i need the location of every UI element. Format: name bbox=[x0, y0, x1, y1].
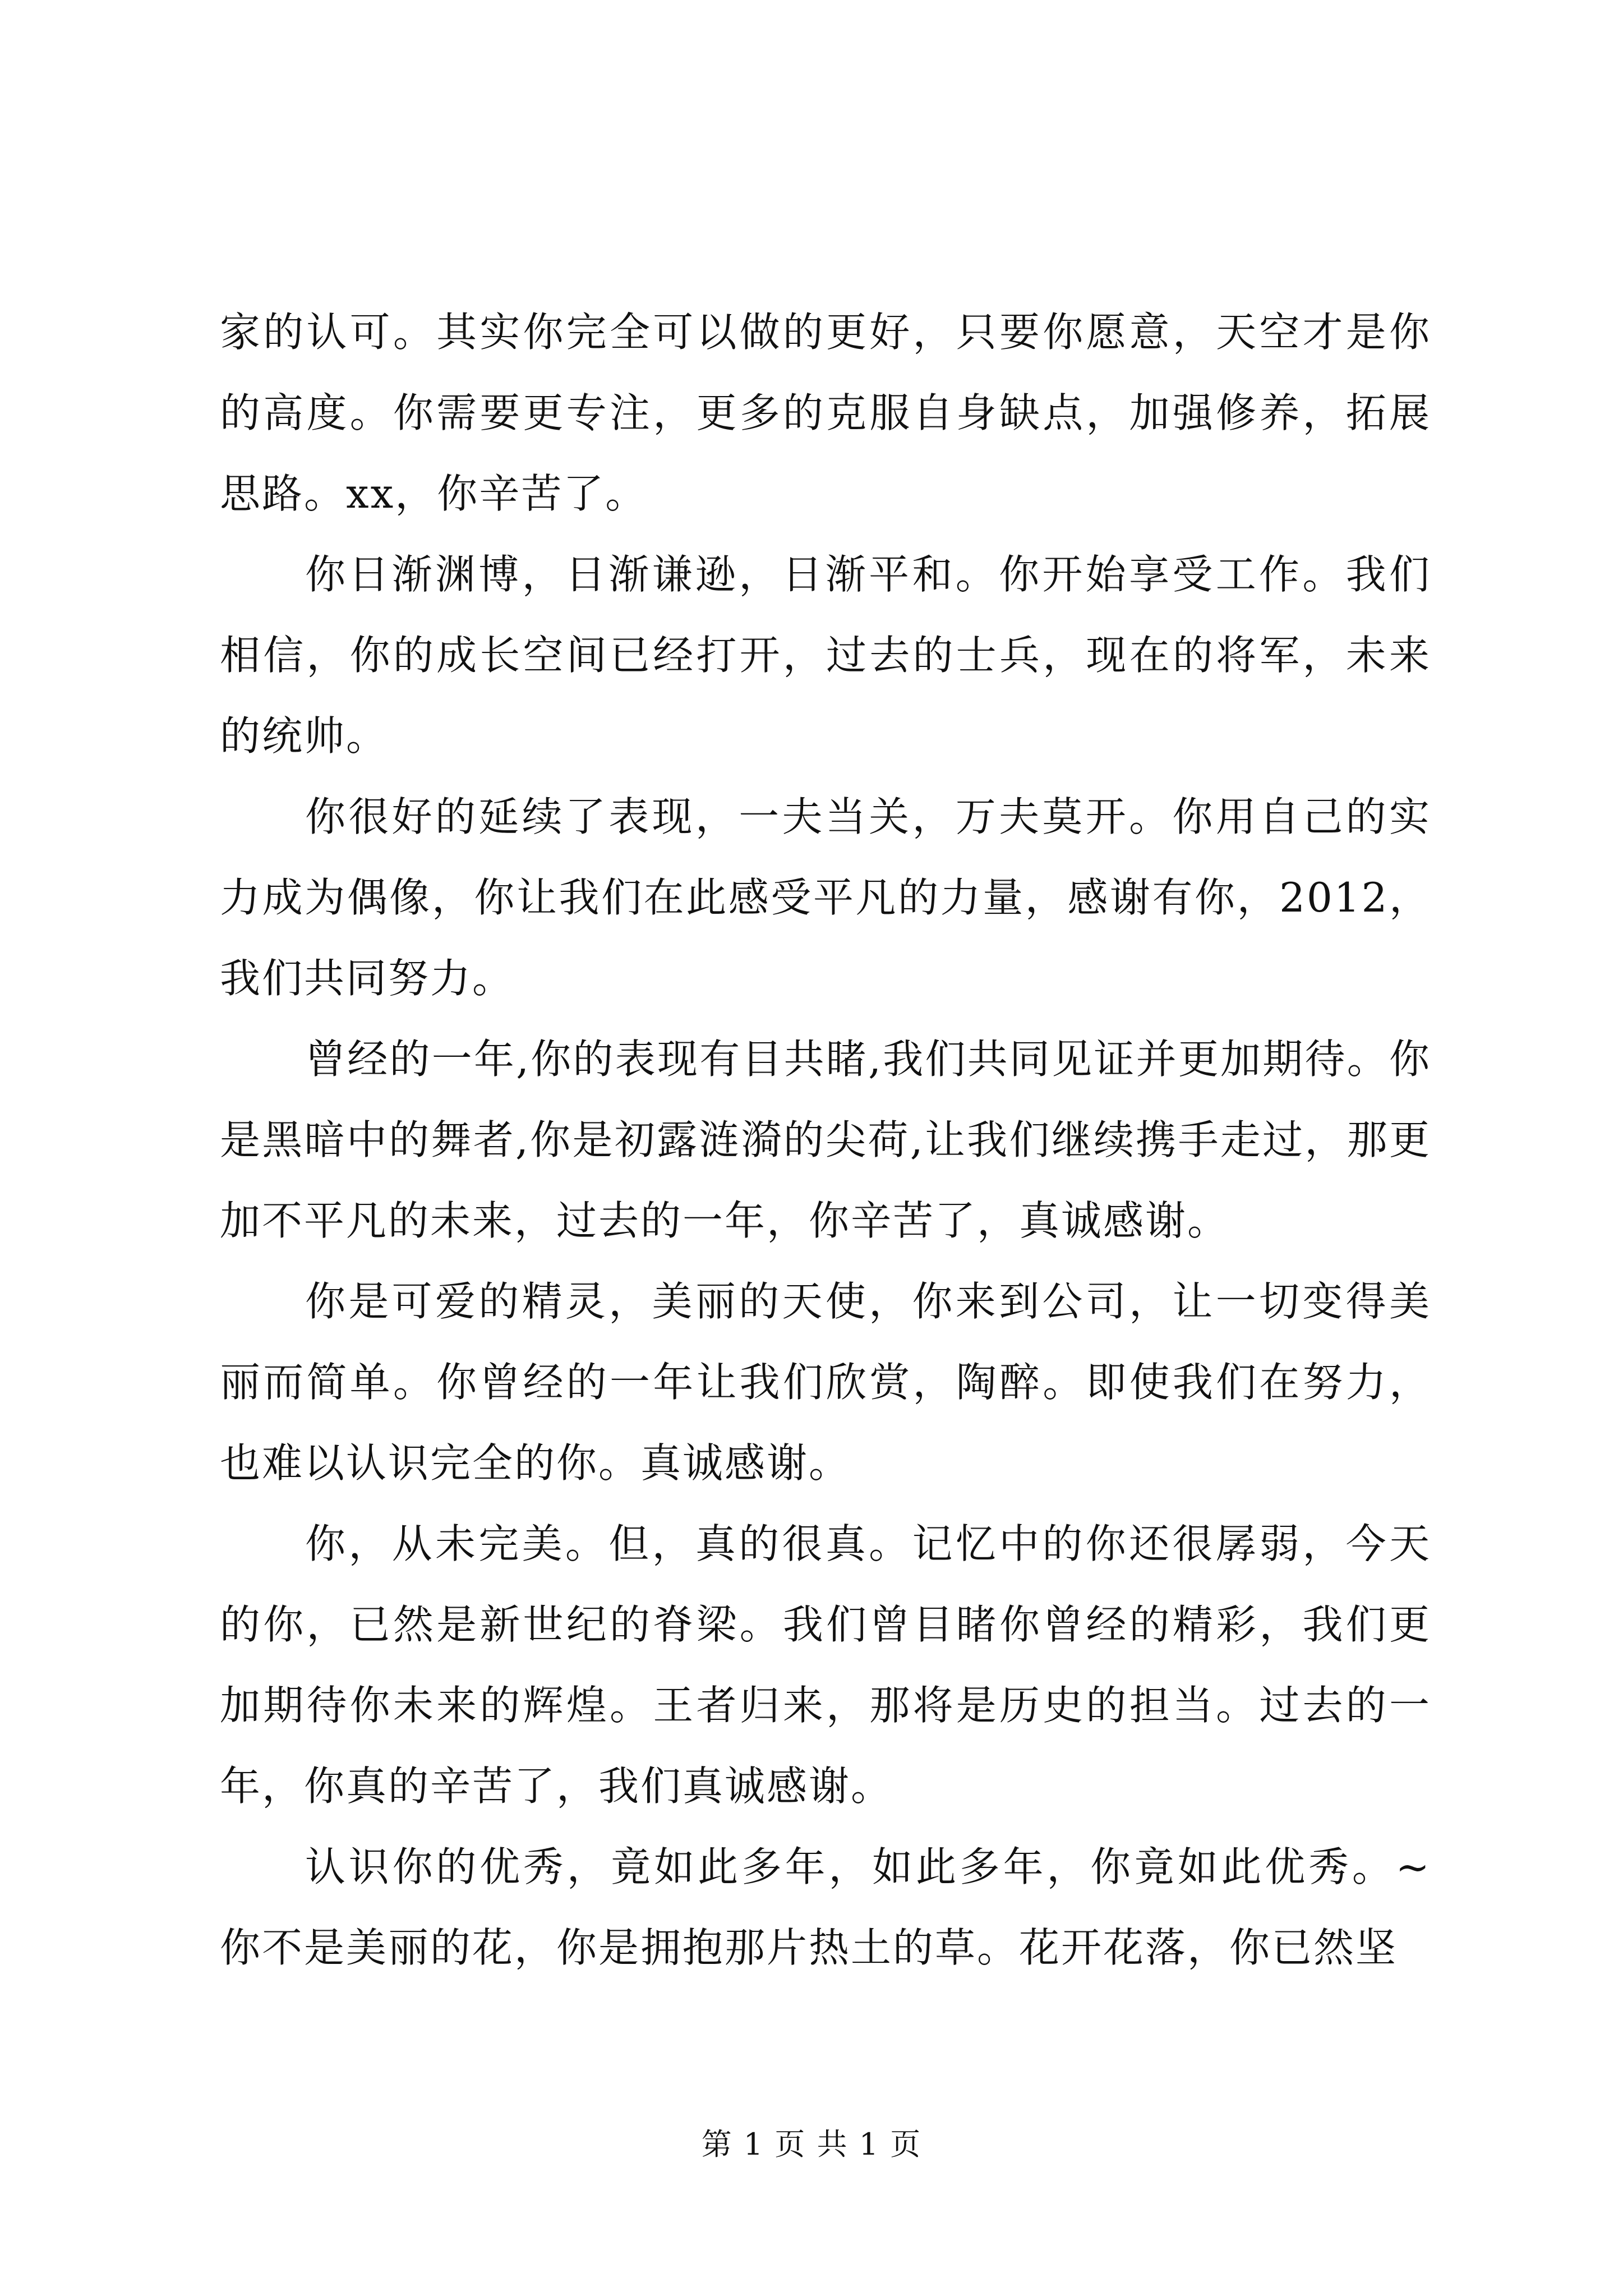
paragraph-3: 你很好的延续了表现，一夫当关，万夫莫开。你用自己的实力成为偶像，你让我们在此感受平凡的力量，感谢有你，2012，我们共同努力。 bbox=[220, 793, 1431, 1002]
paragraph-1: 家的认可。其实你完全可以做的更好，只要你愿意，天空才是你的高度。你需要更专注，更多的克服自身缺点，加强修养，拓展思路。xx，你辛苦了。 bbox=[220, 309, 1431, 517]
paragraph-2: 你日渐渊博，日渐谦逊，日渐平和。你开始享受工作。我们相信，你的成长空间已经打开，过去的士兵，现在的将军，未来的统帅。 bbox=[220, 551, 1431, 760]
page-footer: 第 1 页 共 1 页 bbox=[701, 2127, 922, 2162]
document-body bbox=[220, 292, 1431, 1988]
paragraph-7: 认识你的优秀，竟如此多年，如此多年，你竟如此优秀。~你不是美丽的花，你是拥抱那片热土的草。花开花落，你已然坚 bbox=[220, 1843, 1431, 1971]
paragraph-5: 你是可爱的精灵，美丽的天使，你来到公司，让一切变得美丽而简单。你曾经的一年让我们欣赏，陶醉。即使我们在努力，也难以认识完全的你。真诚感谢。 bbox=[220, 1278, 1431, 1487]
paragraph-4: 曾经的一年,你的表现有目共睹,我们共同见证并更加期待。你是黑暗中的舞者,你是初露涟漪的尖荷,让我们继续携手走过，那更加不平凡的未来，过去的一年，你辛苦了，真诚感谢。 bbox=[220, 1036, 1431, 1244]
paragraph-6: 你，从未完美。但，真的很真。记忆中的你还很孱弱，今天的你，已然是新世纪的脊梁。我们曾目睹你曾经的精彩，我们更加期待你未来的辉煌。王者归来，那将是历史的担当。过去的一年，你真的辛苦了，我们真诚感谢。 bbox=[220, 1520, 1431, 1810]
